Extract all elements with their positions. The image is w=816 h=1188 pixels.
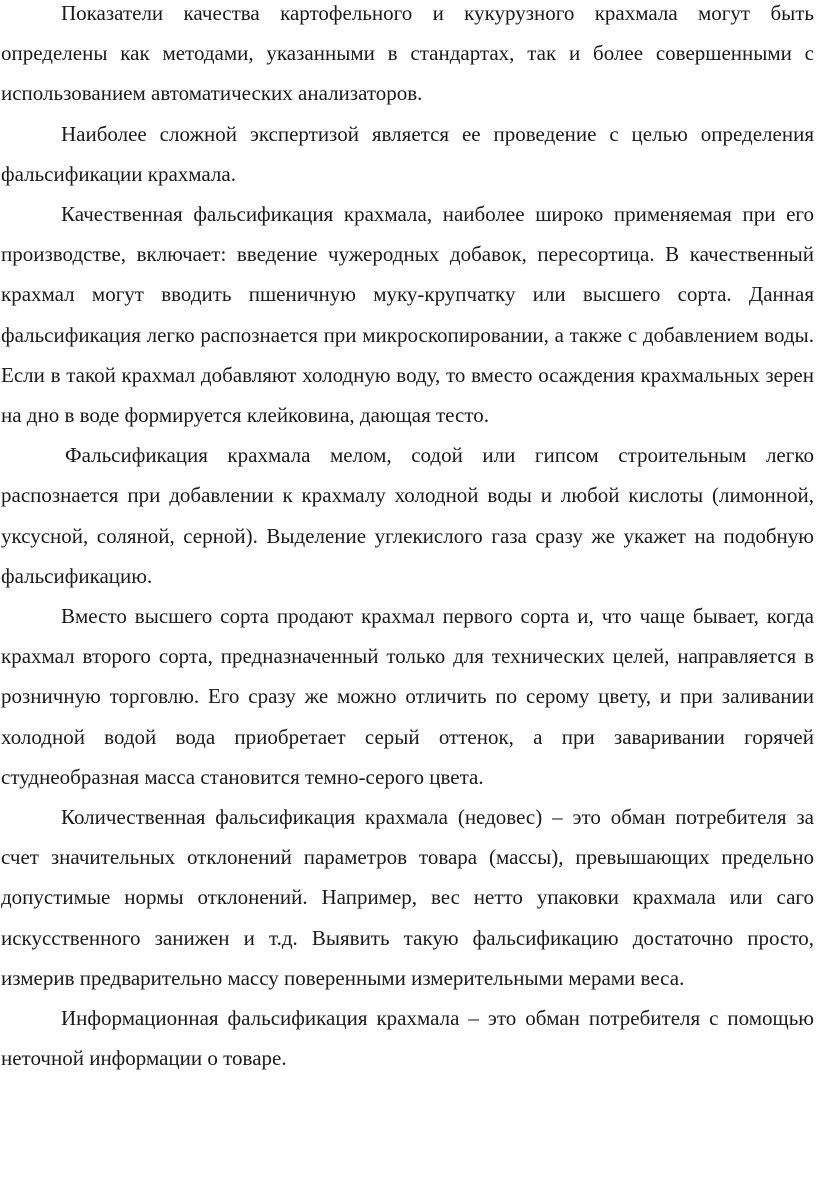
paragraph-grade-substitution: Вместо высшего сорта продают крахмал первого сорта и, что чаще бывает, когда крахмал второго сорта, предназначенный только для технических целей, направляется в розничную торговлю. Его сразу же можно отличить по серому цвету, и при заливании холодной водой вода приобретает серый оттенок, а при заваривании горячей студнеобразная масса становится темно-серого цвета. <box>1 604 814 789</box>
paragraph-informational-falsification: Информационная фальсификация крахмала – это обман потребителя с помощью неточной информации о товаре. <box>1 1006 814 1071</box>
paragraph-quality-indicators: Показатели качества картофельного и кукурузного крахмала могут быть определены как методами, указанными в стандартах, так и более совершенными с использованием автоматических анализаторов. <box>1 1 814 106</box>
paragraph-expertise: Наиболее сложной экспертизой является ее проведение с целью определения фальсификации крахмала. <box>1 121 814 186</box>
paragraph-quantitative-falsification: Количественная фальсификация крахмала (недовес) – это обман потребителя за счет значительных отклонений параметров товара (массы), превышающих предельно допустимые нормы отклонений. Например, вес нетто упаковки крахмала или саго искусственного занижен и т.д. Выявить такую фальсификацию достаточно просто, измерив предварительно массу поверенными измерительными мерами веса. <box>1 805 814 990</box>
paragraph-qualitative-falsification: Качественная фальсификация крахмала, наиболее широко применяемая при его производстве, включает: введение чужеродных добавок, пересортица. В качественный крахмал могут вводить пшеничную муку-крупчатку или высшего сорта. Данная фальсификация легко распознается при микроскопировании, а также с добавлением воды. Если в такой крахмал добавляют холодную воду, то вместо осаждения крахмальных зерен на дно в воде формируется клейковина, дающая тесто. <box>1 202 814 428</box>
paragraph-chalk-falsification: Фальсификация крахмала мелом, содой или гипсом строительным легко распознается при добавлении к крахмалу холодной воды и любой кислоты (лимонной, уксусной, соляной, серной). Выделение углекислого газа сразу же укажет на подобную фальсификацию. <box>1 443 814 588</box>
